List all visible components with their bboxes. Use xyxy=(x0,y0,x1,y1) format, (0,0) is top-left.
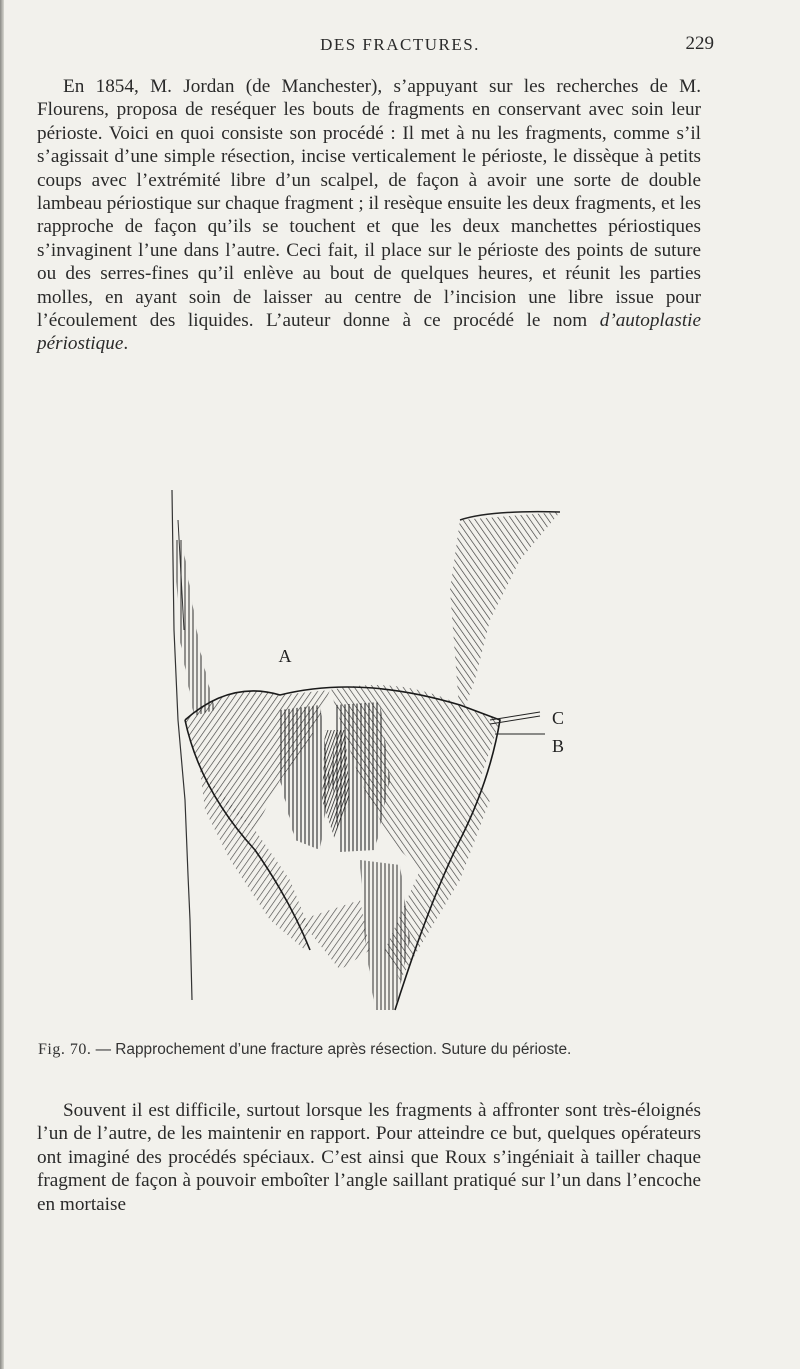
lower-point xyxy=(300,900,370,970)
central-bone-left xyxy=(280,705,330,850)
label-c-leader xyxy=(490,712,540,720)
figure-caption-label: Fig. 70. xyxy=(38,1041,92,1058)
figure-label-a: A xyxy=(278,646,292,666)
figure-caption xyxy=(38,1041,738,1059)
figure-caption-text: Rapprochement d’une fracture après résection. Suture du périoste. xyxy=(115,1041,572,1058)
paragraph-2: Souvent il est difficile, surtout lorsque les fragments à affronter sont très-éloignés l’un de l’autre, de les maintenir en rapport. Pour atteindre ce but, quelques opérateurs ont imaginé des procédés spéciaux. C’est ainsi que Roux s’ingéniait à tailler chaque fragment de façon à pouvoir emboîter l’angle saillant pratiqué sur l’un dans l’encoche en mortaise xyxy=(37,1100,701,1215)
paragraph-1-term: d’autoplastie périostique xyxy=(37,310,701,355)
upper-left-fragment xyxy=(174,540,215,716)
figure-label-c: C xyxy=(552,708,565,728)
figure-70-illustration xyxy=(160,480,600,1030)
paragraph-1 xyxy=(37,75,701,356)
upper-right-fragment xyxy=(450,512,560,720)
page-header xyxy=(0,33,800,59)
figure-caption-dash: — xyxy=(91,1041,116,1058)
paragraph-1-text: En 1854, M. Jordan (de Manchester), s’appuyant sur les recherches de M. Flourens, proposa de reséquer les bouts de fragments en conservant avec soin leur périoste. Voici en quoi consiste son procédé : Il met à nu les fragments, comme s’il s’agissait d’une simple résection, incise verticalement le périoste, le dissèque à petits coups avec l’extrémité libre d’un scalpel, de façon à avoir une sorte de double lambeau périostique sur chaque fragment ; il resèque ensuite les deux fragments, et les rapproche de façon qu’ils se touchent et que les deux manchettes périostiques s’invaginent l’une dans l’autre. Ceci fait, il place sur le périoste des points de suture ou des serres-fines qu’il enlève au bout de quelques heures, et réunit les parties molles, en ayant soin de laisser au centre de l’incision une libre issue pour l’écoulement des liquides. L’auteur donne à ce procédé le nom xyxy=(37,76,701,332)
page-number: 229 xyxy=(685,33,714,54)
paragraph-1-end: . xyxy=(123,333,129,355)
running-title: DES FRACTURES. xyxy=(320,35,480,54)
figure-label-b: B xyxy=(552,736,565,756)
page-binding-edge xyxy=(0,0,4,1369)
